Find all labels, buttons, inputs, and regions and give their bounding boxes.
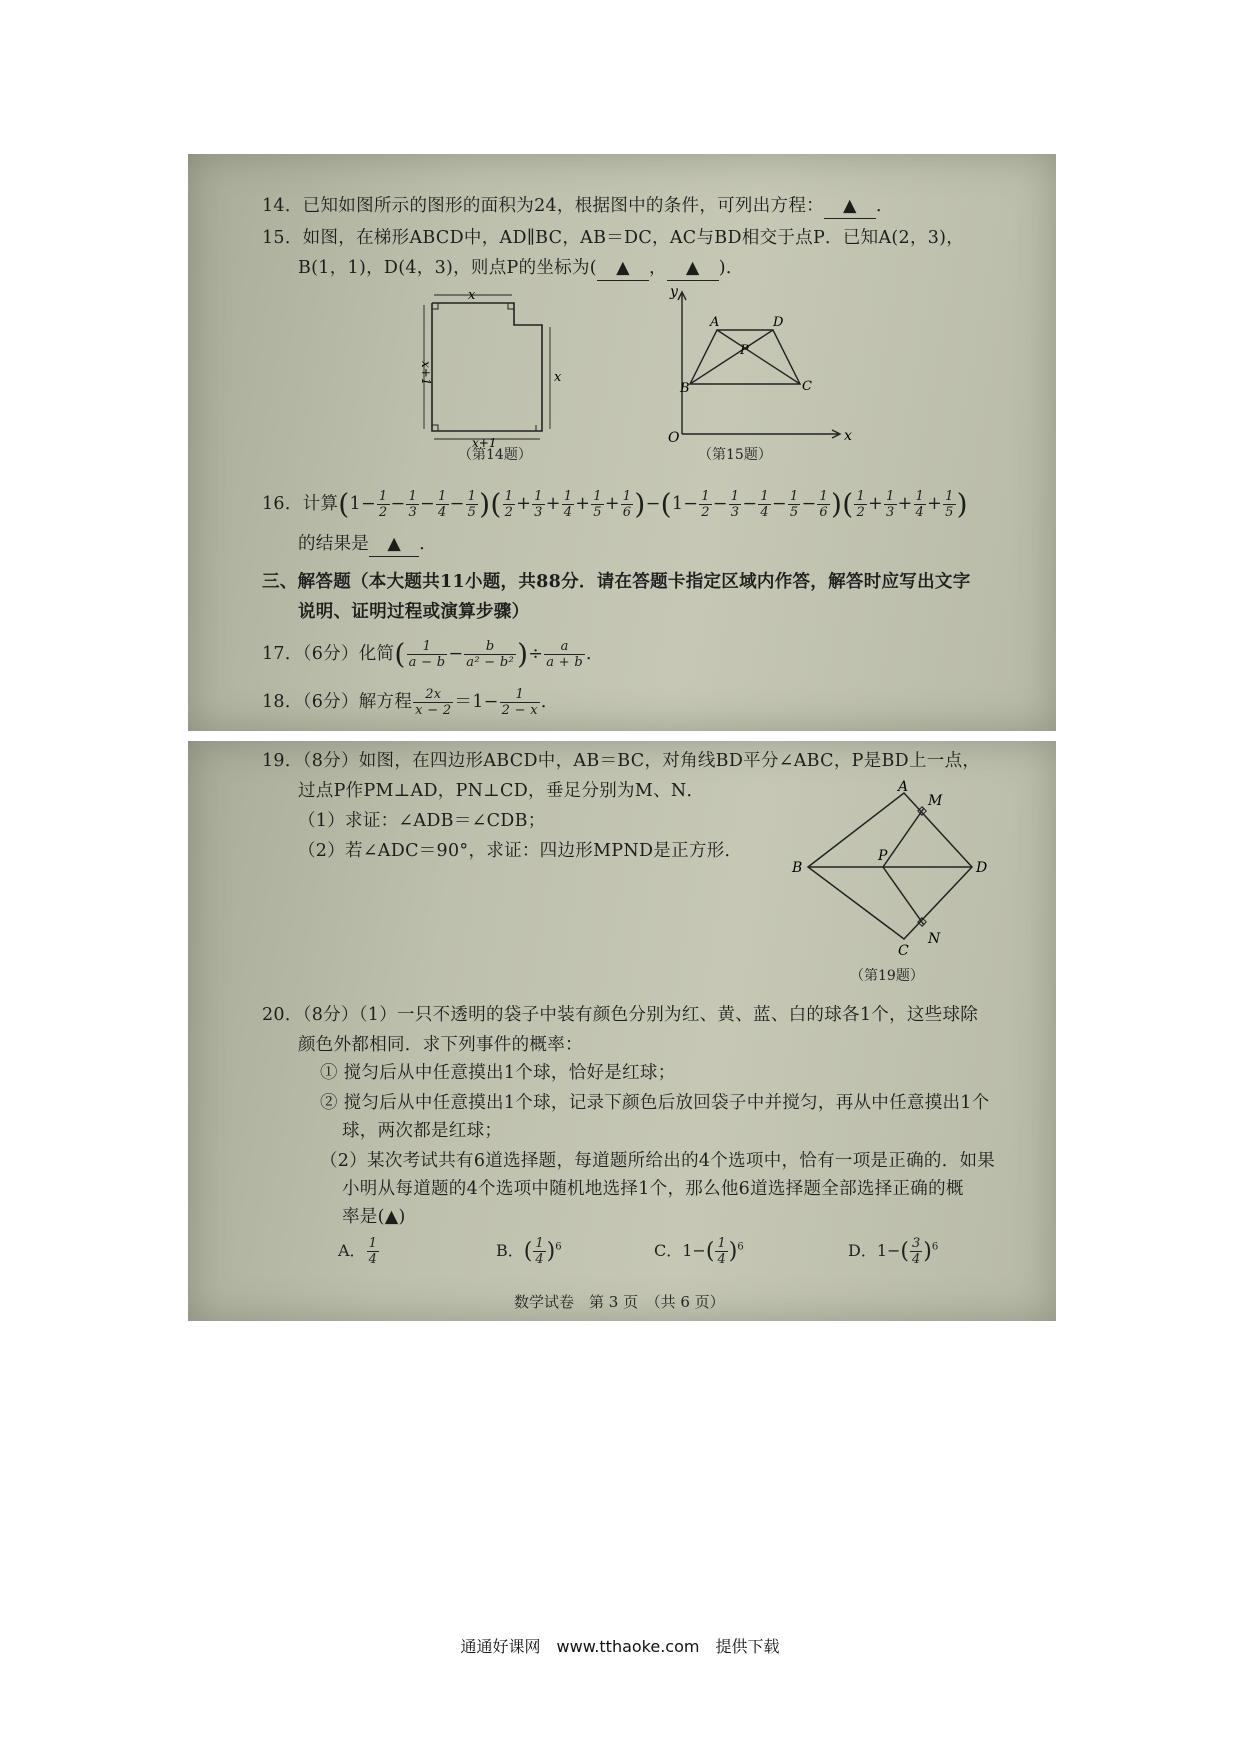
site-footer: 通通好课网 www.tthaoke.com 提供下载 bbox=[460, 1637, 780, 1656]
choice-b: B．( $\frac{1}{4}$ )$^6$ bbox=[496, 1236, 562, 1267]
point-c-label: C bbox=[802, 379, 812, 394]
point-a-label: A bbox=[710, 315, 720, 330]
question-18: 18．（6分）解方程 $\frac{2x}{x - 2}$ ＝1− $\frac{1}{2 - x}$ ． bbox=[262, 687, 559, 718]
label-x-right: x bbox=[554, 370, 562, 385]
figure-14 bbox=[420, 289, 580, 454]
point-n-label: N bbox=[928, 931, 941, 947]
fraction: $\frac{1}{4}$ bbox=[915, 489, 925, 520]
figure-14-caption: （第14题） bbox=[458, 447, 532, 463]
question-20-item2-cont: 球，两次都是红球； bbox=[342, 1121, 503, 1141]
question-20-item2: ② 搅匀后从中任意摸出1个球，记录下颜色后放回袋子中并搅匀，再从中任意摸出1个 bbox=[320, 1093, 990, 1113]
exam-photo-top bbox=[188, 154, 1056, 731]
answer-blank: ▲ bbox=[384, 1207, 399, 1227]
choice-d: D．1−( $\frac{3}{4}$ )$^6$ bbox=[848, 1236, 939, 1267]
question-20-line1: 20．（8分）（1）一只不透明的袋子中装有颜色分别为红、黄、蓝、白的球各1个，这些球除 bbox=[262, 1005, 979, 1025]
label-x-plus-1-bottom: x+1 bbox=[472, 436, 497, 450]
fraction: $\frac{1}{2}$ bbox=[856, 489, 866, 520]
fraction: $\frac{1}{2}$ bbox=[701, 489, 710, 520]
fraction: $\frac{1}{3}$ bbox=[534, 489, 543, 520]
fraction: $\frac{1}{6}$ bbox=[819, 489, 828, 520]
answer-blank: ▲ bbox=[824, 194, 876, 219]
fraction: $\frac{1}{5}$ bbox=[945, 489, 954, 520]
fraction: $\frac{1}{4}$ bbox=[760, 489, 769, 520]
answer-blank: ▲ bbox=[597, 256, 649, 281]
fraction: $\frac{1}{2}$ bbox=[378, 489, 388, 520]
fraction: $\frac{1}{5}$ bbox=[467, 489, 477, 520]
fraction: $\frac{1}{2}$ bbox=[504, 489, 514, 520]
fraction: $\frac{1}{2 - x}$ bbox=[501, 687, 538, 718]
point-p-label: P bbox=[740, 343, 749, 358]
figure-15 bbox=[660, 284, 860, 449]
exam-photo-bottom bbox=[188, 741, 1056, 1321]
fraction: $\frac{b}{\text{a² − b²}}$ bbox=[466, 639, 515, 670]
question-14: 14．已知如图所示的图形的面积为24，根据图中的条件，可列出方程： ▲ ． bbox=[262, 194, 894, 219]
choice-a: A． $\frac{1}{4}$ bbox=[338, 1236, 377, 1267]
figure-19 bbox=[788, 779, 1008, 959]
fraction: $\frac{1}{4}$ bbox=[563, 489, 573, 520]
question-17: 17．（6分）化简( $\frac{1}{a - b}$ − $\frac{b}{\text{a² − b²}}$ )÷ $\frac{a}{a + b}$ ． bbox=[262, 637, 604, 671]
question-19-part1: （1）求证：∠ADB＝∠CDB； bbox=[298, 811, 546, 831]
point-a-label: A bbox=[898, 779, 909, 795]
label-x-plus-1-left: x+1 bbox=[419, 361, 433, 386]
point-c-label: C bbox=[898, 943, 909, 959]
fraction: $\frac{1}{5}$ bbox=[789, 489, 799, 520]
question-20-line2: 颜色外都相同．求下列事件的概率： bbox=[298, 1035, 583, 1055]
figure-15-caption: （第15题） bbox=[698, 447, 772, 463]
answer-blank: ▲ bbox=[667, 256, 719, 281]
question-15-line2: B(1，1)，D(4，3)，则点P的坐标为( ▲ ， ▲ )． bbox=[298, 256, 744, 281]
fraction: $\frac{1}{6}$ bbox=[622, 489, 632, 520]
origin-label: O bbox=[668, 430, 680, 446]
fraction: $\frac{1}{3}$ bbox=[408, 489, 418, 520]
question-20-part2: （2）某次考试共有6道选择题，每道题所给出的4个选项中，恰有一项是正确的．如果 bbox=[320, 1151, 996, 1171]
question-19-line2: 过点P作PM⊥AD，PN⊥CD，垂足分别为M、N． bbox=[298, 781, 705, 801]
point-p-label: P bbox=[878, 848, 888, 864]
point-d-label: D bbox=[976, 860, 988, 876]
section-3-heading: 三、解答题（本大题共11小题，共88分．请在答题卡指定区域内作答，解答时应写出文字 bbox=[262, 572, 971, 592]
choice-c: C．1−( $\frac{1}{4}$ )$^6$ bbox=[654, 1236, 744, 1267]
fraction: $\frac{1}{a - b}$ bbox=[408, 639, 446, 670]
point-m-label: M bbox=[928, 793, 943, 809]
question-20-part2-cont: 小明从每道题的4个选项中随机地选择1个，那么他6道选择题全部选择正确的概 bbox=[342, 1179, 964, 1199]
question-19-line1: 19．（8分）如图，在四边形ABCD中，AB＝BC，对角线BD平分∠ABC，P是BD上一点， bbox=[262, 751, 981, 771]
fraction: $\frac{1}{4}$ bbox=[438, 489, 447, 520]
axis-x-label: x bbox=[844, 428, 852, 444]
question-16: 16．计算(1− $\frac{1}{2}$ − $\frac{1}{3}$ − $\frac{1}{4}$ − $\frac{1}{5}$ )( $\frac{1}{2}$ + $\frac{1}{3}$ + $\frac{1}{4}$ + $\frac{1}{5}$ + $\frac{1}{6}$ )−(1− $\frac{1}{2}$ − $\frac{1}{3}$ − $\frac{1}{4}$ − $\frac{1}{5}$ − $\frac{1}{6}$ )( $\frac{1}{2}$ + $\frac{1}{3}$ + $\frac{1}{4}$ + $\frac{1}{5}$ ) bbox=[262, 487, 968, 521]
point-b-label: B bbox=[792, 860, 803, 876]
exam-page-footer: 数学试卷 第 3 页 （共 6 页） bbox=[514, 1293, 725, 1311]
fraction: $\frac{1}{3}$ bbox=[730, 489, 740, 520]
fraction: $\frac{1}{3}$ bbox=[886, 489, 895, 520]
figure-19-caption: （第19题） bbox=[850, 968, 924, 984]
axis-y-label: y bbox=[670, 284, 678, 300]
answer-blank: ▲ bbox=[369, 532, 419, 557]
fraction: $\frac{a}{a + b}$ bbox=[546, 639, 583, 670]
fraction: $\frac{1}{5}$ bbox=[593, 489, 602, 520]
question-19-part2: （2）若∠ADC＝90°，求证：四边形MPND是正方形． bbox=[298, 841, 743, 861]
point-d-label: D bbox=[773, 315, 784, 330]
section-3-heading-cont: 说明、证明过程或演算步骤） bbox=[298, 602, 530, 622]
fraction: $\frac{2x}{x - 2}$ bbox=[415, 687, 452, 718]
question-20-item1: ① 搅匀后从中任意摸出1个球，恰好是红球； bbox=[320, 1063, 676, 1083]
question-15-line1: 15．如图，在梯形ABCD中，AD∥BC，AB＝DC，AC与BD相交于点P．已知A(2，3)， bbox=[262, 228, 965, 248]
question-16-result: 的结果是 ▲ ． bbox=[298, 532, 437, 557]
label-x-top: x bbox=[468, 288, 476, 303]
question-20-part2-end: 率是(▲) bbox=[342, 1207, 406, 1227]
point-b-label: B bbox=[680, 381, 690, 396]
